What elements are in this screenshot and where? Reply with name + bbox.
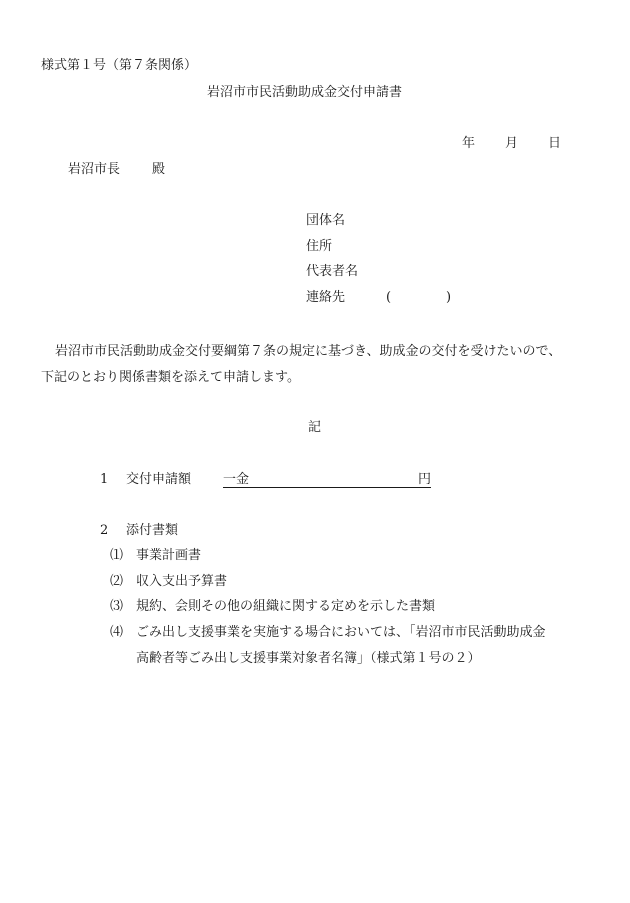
- ki-heading: 記: [308, 420, 322, 435]
- item1-label: 交付申請額: [126, 472, 192, 487]
- date-day-label: 日: [548, 136, 562, 151]
- item1-row: [100, 473, 431, 488]
- addressee-honorific: 殿: [152, 162, 166, 177]
- applicant-representative-label: 代表者名: [306, 264, 359, 279]
- attachment-item-3: [110, 600, 435, 613]
- attachment-item-4-continuation: 高齢者等ごみ出し支援事業対象者名簿」（様式第１号の２）: [136, 651, 481, 666]
- form-number: 様式第１号（第７条関係）: [41, 58, 198, 73]
- item2-row: [100, 524, 178, 537]
- document-title: 岩沼市市民活動助成金交付申請書: [207, 85, 403, 100]
- attachment-text: 規約、会則その他の組織に関する定めを示した書類: [136, 599, 436, 614]
- body-text-line-2: 下記のとおり関係書類を添えて申請します。: [41, 370, 300, 385]
- attachment-item-4: [110, 626, 546, 639]
- applicant-group-label: 団体名: [306, 213, 346, 228]
- attachment-text: 収入支出予算書: [136, 574, 228, 589]
- attachment-mark: ⑷: [110, 625, 124, 640]
- item1-number: 1: [100, 472, 109, 487]
- date-year-label: 年: [462, 136, 476, 151]
- attachment-mark: ⑴: [110, 548, 124, 563]
- addressee-line: [68, 163, 165, 176]
- applicant-address-label: 住所: [306, 239, 333, 254]
- contact-paren-open: (: [386, 290, 392, 305]
- contact-paren-close: ): [446, 290, 452, 305]
- item2-number: 2: [100, 523, 109, 538]
- amount-suffix: 円: [417, 472, 431, 487]
- amount-prefix: 一金: [223, 472, 250, 487]
- attachment-text: ごみ出し支援事業を実施する場合においては、「岩沼市市民活動助成金: [136, 625, 546, 640]
- applicant-contact-label: 連絡先: [306, 290, 346, 305]
- attachment-item-1: [110, 549, 201, 562]
- attachment-item-2: [110, 575, 227, 588]
- amount-underline-field: [223, 473, 431, 488]
- addressee-name: 岩沼市長: [68, 162, 121, 177]
- body-text-line-1: 岩沼市市民活動助成金交付要綱第７条の規定に基づき、助成金の交付を受けたいので、: [55, 344, 562, 359]
- date-month-label: 月: [505, 136, 519, 151]
- attachment-mark: ⑵: [110, 574, 124, 589]
- applicant-contact-line: [306, 291, 451, 304]
- attachment-text: 事業計画書: [136, 548, 202, 563]
- attachment-mark: ⑶: [110, 599, 124, 614]
- item2-label: 添付書類: [126, 523, 179, 538]
- date-line: [462, 137, 561, 150]
